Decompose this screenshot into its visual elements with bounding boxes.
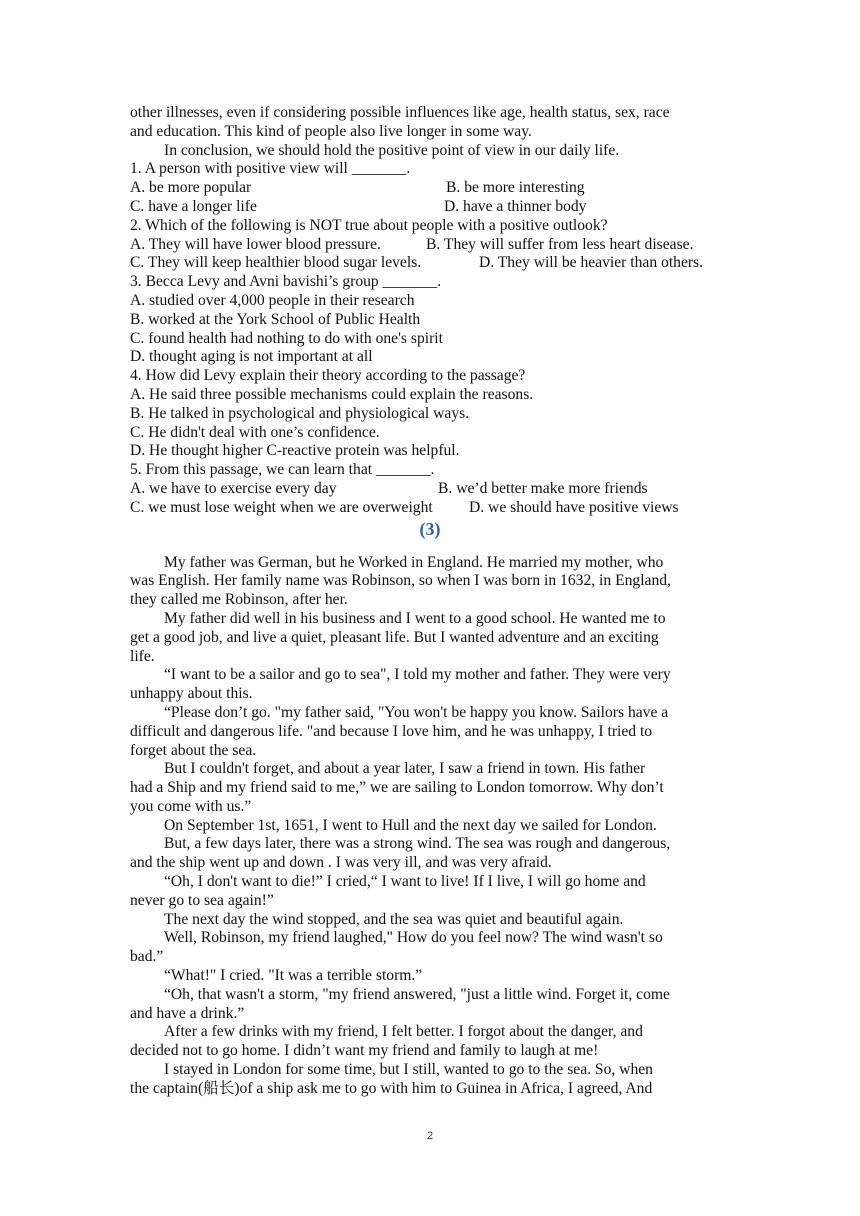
passage-line: and have a drink.” [130,1004,245,1022]
passage-line: “I want to be a sailor and go to sea", I told my mother and father. They were very [164,666,671,684]
passage-line: My father was German, but he Worked in England. He married my mother, who [164,553,664,571]
document-page [130,104,730,1099]
option-row [130,499,730,518]
passage-3 [130,554,730,1099]
option-d: D. we should have positive views [469,498,679,516]
option-d: D. thought aging is not important at all [130,348,373,366]
passage-line: “Please don’t go. "my father said, "You won't be happy you know. Sailors have a [164,703,669,721]
passage-line: never go to sea again!” [130,891,274,909]
question-stem: 1. A person with positive view will _______. [130,160,411,178]
option-a: A. They will have lower blood pressure. [130,235,381,253]
passage-line: But, a few days later, there was a strong wind. The sea was rough and dangerous, [164,835,671,853]
section-heading: (3) [419,518,441,539]
passage-line: I stayed in London for some time, but I still, wanted to go to the sea. So, when [164,1061,653,1079]
passage-line: forget about the sea. [130,741,257,759]
passage-line: they called me Robinson, after her. [130,591,348,609]
option-row [130,179,730,198]
passage-line: other illnesses, even if considering possible influences like age, health status, sex, race [130,104,670,121]
option-c: C. He didn't deal with one’s confidence. [130,423,380,441]
passage-line: “What!" I cried. "It was a terrible storm.” [164,967,423,985]
option-a: A. be more popular [130,179,252,197]
option-a: A. we have to exercise every day [130,479,337,497]
passage-line: and the ship went up and down . I was very ill, and was very afraid. [130,854,552,872]
option-row [130,236,730,255]
question-stem: 5. From this passage, we can learn that _______. [130,461,435,479]
option-b: B. worked at the York School of Public Health [130,310,421,328]
passage-line: had a Ship and my friend said to me,” we are sailing to London tomorrow. Why don’t [130,779,664,797]
passage-line: bad.” [130,948,164,966]
passage-line: life. [130,647,155,665]
question-stem: 4. How did Levy explain their theory according to the passage? [130,367,526,385]
option-b: B. we’d better make more friends [438,479,648,497]
passage-line: “Oh, I don't want to die!” I cried,“ I want to live! If I live, I will go home and [164,873,646,891]
option-a: A. He said three possible mechanisms could explain the reasons. [130,385,534,403]
option-d: D. They will be heavier than others. [479,254,704,272]
passage-line: On September 1st, 1651, I went to Hull and the next day we sailed for London. [164,816,657,834]
passage-line: But I couldn't forget, and about a year later, I saw a friend in town. His father [164,760,646,778]
passage-line: After a few drinks with my friend, I felt better. I forgot about the danger, and [164,1023,643,1041]
passage-line: get a good job, and live a quiet, pleasant life. But I wanted adventure and an exciting [130,628,659,646]
option-b: B. He talked in psychological and physiological ways. [130,404,470,422]
question-stem: 3. Becca Levy and Avni bavishi’s group _______. [130,273,442,291]
passage-line: decided not to go home. I didn’t want my friend and family to laugh at me! [130,1042,599,1060]
option-row [130,480,730,499]
passage-line: The next day the wind stopped, and the sea was quiet and beautiful again. [164,910,624,928]
passage-line: was English. Her family name was Robinson, so when I was born in 1632, in England, [130,572,671,590]
option-a: A. studied over 4,000 people in their research [130,291,415,309]
option-c: C. found health had nothing to do with one's spirit [130,329,443,347]
option-row [130,254,730,273]
page-number: 2 [426,1130,434,1142]
option-b: B. They will suffer from less heart disease. [426,235,694,253]
passage-line: My father did well in his business and I went to a good school. He wanted me to [164,609,666,627]
option-row [130,198,730,217]
option-d: D. He thought higher C-reactive protein was helpful. [130,442,460,460]
option-c: C. They will keep healthier blood sugar levels. [130,254,422,272]
passage-line: the captain(船长)of a ship ask me to go with him to Guinea in Africa, I agreed, And [130,1079,653,1097]
passage-line: and education. This kind of people also live longer in some way. [130,122,532,140]
passage-line: you come with us.” [130,797,252,815]
passage-line: difficult and dangerous life. "and because I love him, and he was unhappy, I tried to [130,722,653,740]
option-d: D. have a thinner body [444,197,587,215]
passage-line: Well, Robinson, my friend laughed," How do you feel now? The wind wasn't so [164,929,663,947]
option-c: C. we must lose weight when we are overweight [130,498,433,516]
passage-line: In conclusion, we should hold the positive point of view in our daily life. [164,141,620,159]
option-b: B. be more interesting [446,179,585,197]
passage-line: “Oh, that wasn't a storm, "my friend answered, "just a little wind. Forget it, come [164,985,670,1003]
passage-line: unhappy about this. [130,685,253,703]
option-c: C. have a longer life [130,197,257,215]
question-stem: 2. Which of the following is NOT true about people with a positive outlook? [130,216,608,234]
